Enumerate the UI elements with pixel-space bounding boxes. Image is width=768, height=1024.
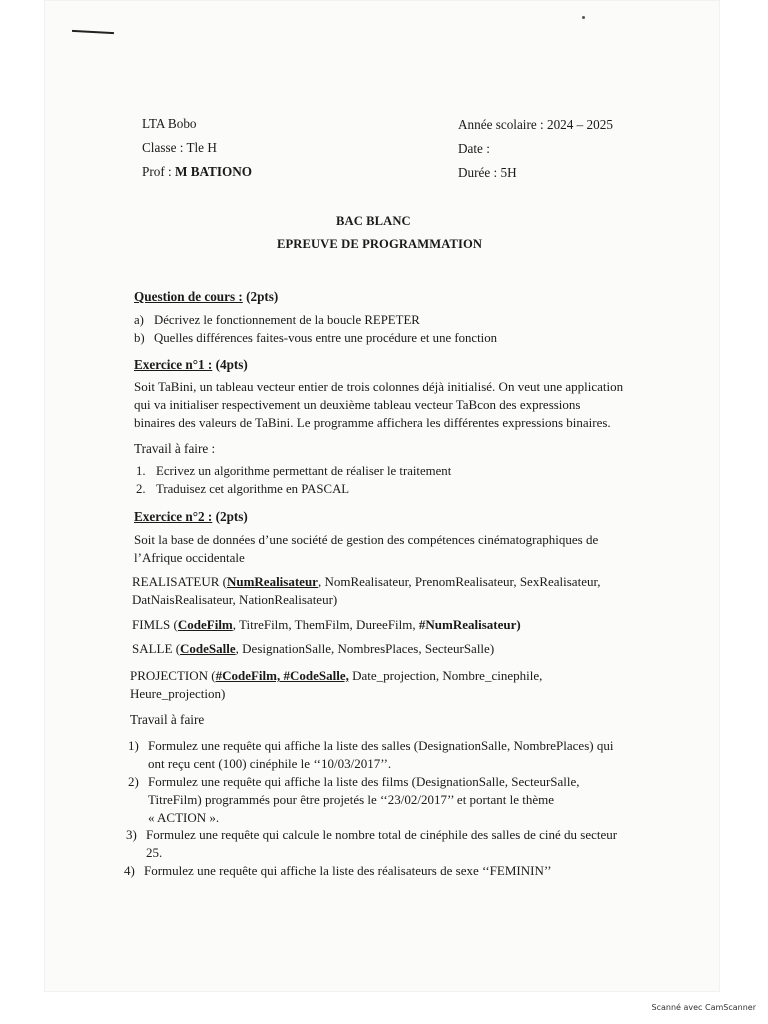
- scanner-watermark: Scanné avec CamScanner: [651, 1003, 756, 1012]
- text-line: Soit TaBini, un tableau vecteur entier de trois colonnes déjà initialisé. On veut une application: [134, 379, 624, 394]
- school-name: LTA Bobo: [142, 116, 197, 131]
- question-marker: 2): [128, 774, 139, 789]
- table-name: PROJECTION (: [130, 668, 216, 683]
- list-item: [134, 312, 497, 330]
- list-item: [134, 330, 497, 348]
- text-line: [132, 573, 601, 591]
- exercice1-title: Exercice n°1 :: [134, 357, 213, 372]
- scanned-page: [44, 0, 720, 992]
- text-line: [128, 755, 613, 773]
- exercice2-intro: [134, 531, 598, 567]
- question-text: 25.: [146, 845, 163, 860]
- question-text: « ACTION ».: [148, 810, 220, 825]
- prof-name: M BATIONO: [174, 164, 253, 179]
- table-name: REALISATEUR (: [132, 574, 227, 589]
- text-line: [126, 826, 617, 844]
- primary-key: #CodeFilm, #CodeSalle,: [215, 668, 349, 683]
- list-marker: 1.: [136, 464, 146, 478]
- question-cours-heading: [134, 288, 278, 305]
- exercice2-title: Exercice n°2 :: [134, 509, 213, 524]
- question-item: [128, 737, 613, 773]
- question-text: Formulez une requête qui affiche la liste des films (DesignationSalle, SecteurSalle,: [148, 774, 580, 789]
- attribute-list: , TitreFilm, ThemFilm, DureeFilm,: [232, 617, 419, 632]
- question-cours-list: [134, 312, 497, 347]
- question-text: Formulez une requête qui calcule le nombre total de cinéphile des salles de ciné du secteur: [146, 827, 618, 842]
- exam-date: Date :: [458, 141, 490, 156]
- question-text: ont reçu cent (100) cinéphile le ‘‘10/03/2017’’.: [148, 756, 392, 771]
- schema-realisateur: [132, 573, 601, 609]
- list-item: [136, 463, 451, 481]
- table-name: SALLE (: [132, 641, 181, 656]
- exam-duration: Durée : 5H: [458, 165, 517, 180]
- exercice2-heading: [134, 508, 248, 525]
- prof-label: [142, 163, 252, 180]
- attribute-list: , NomRealisateur, PrenomRealisateur, SexRealisateur,: [317, 574, 601, 589]
- exercice1-heading: [134, 356, 248, 373]
- text-line: Soit la base de données d’une société de gestion des compétences cinématographiques de: [134, 532, 599, 547]
- attribute-list: , DesignationSalle, NombresPlaces, SecteurSalle): [235, 641, 495, 656]
- list-text: Ecrivez un algorithme permettant de réaliser le traitement: [156, 464, 452, 478]
- exercice2-travail: Travail à faire: [130, 712, 205, 727]
- question-text: Formulez une requête qui affiche la liste des salles (DesignationSalle, NombrePlaces) qui: [148, 738, 614, 753]
- list-marker: 2.: [136, 481, 146, 496]
- list-text: Traduisez cet algorithme en PASCAL: [156, 481, 350, 496]
- primary-key: NumRealisateur: [226, 574, 318, 589]
- schema-salle: [132, 640, 494, 658]
- list-marker: b): [134, 330, 145, 345]
- exercice1-list: [136, 463, 451, 498]
- scan-mark: [72, 30, 114, 34]
- text-line: [128, 737, 613, 755]
- attribute-list: Date_projection, Nombre_cinephile,: [348, 668, 543, 683]
- text-line: [128, 773, 580, 791]
- table-name: FIMLS (: [132, 617, 178, 632]
- text-line: Heure_projection): [130, 686, 226, 701]
- question-cours-title: Question de cours :: [134, 289, 243, 304]
- question-cours-points: (2pts): [242, 289, 279, 304]
- text-line: [128, 809, 580, 827]
- exam-title: BAC BLANC: [336, 214, 411, 228]
- text-line: binaires des valeurs de TaBini. Le programme affichera les différentes expressions binaires.: [134, 415, 611, 430]
- question-text: Formulez une requête qui affiche la liste des réalisateurs de sexe ‘‘FEMININ’’: [144, 863, 552, 878]
- schema-fimls: [132, 616, 521, 634]
- primary-key: CodeSalle: [180, 641, 236, 656]
- scan-dot: [582, 16, 585, 19]
- list-text: Quelles différences faites-vous entre une procédure et une fonction: [154, 330, 498, 345]
- question-item: [124, 862, 552, 880]
- list-text: Décrivez le fonctionnement de la boucle REPETER: [154, 313, 420, 327]
- text-line: qui va initialiser respectivement un deuxième tableau vecteur TaBcon des expressions: [134, 397, 581, 412]
- primary-key: CodeFilm: [177, 617, 233, 632]
- class-label: Classe : Tle H: [142, 140, 217, 155]
- exam-subtitle: EPREUVE DE PROGRAMMATION: [277, 237, 483, 251]
- list-item: [136, 481, 451, 499]
- text-line: [126, 844, 617, 862]
- question-marker: 4): [124, 863, 135, 878]
- list-marker: a): [134, 313, 144, 327]
- text-line: l’Afrique occidentale: [134, 550, 245, 565]
- school-year: Année scolaire : 2024 – 2025: [458, 117, 613, 132]
- question-item: [126, 826, 617, 862]
- text-line: [130, 667, 542, 685]
- foreign-key: #NumRealisateur): [418, 617, 521, 632]
- text-line: [128, 791, 580, 809]
- exercice2-points: (2pts): [212, 509, 248, 524]
- exercice1-statement: [134, 378, 623, 432]
- schema-projection: [130, 667, 542, 703]
- prof-prefix: Prof :: [142, 164, 175, 179]
- question-marker: 3): [126, 827, 137, 842]
- question-item: [128, 773, 580, 827]
- question-marker: 1): [128, 738, 139, 753]
- exercice1-travail: Travail à faire :: [134, 441, 216, 456]
- question-text: TitreFilm) programmés pour être projetés le ‘‘23/02/2017’’ et portant le thème: [148, 792, 555, 807]
- exercice1-points: (4pts): [212, 357, 248, 372]
- text-line: DatNaisRealisateur, NationRealisateur): [132, 592, 338, 607]
- text-line: [124, 862, 552, 880]
